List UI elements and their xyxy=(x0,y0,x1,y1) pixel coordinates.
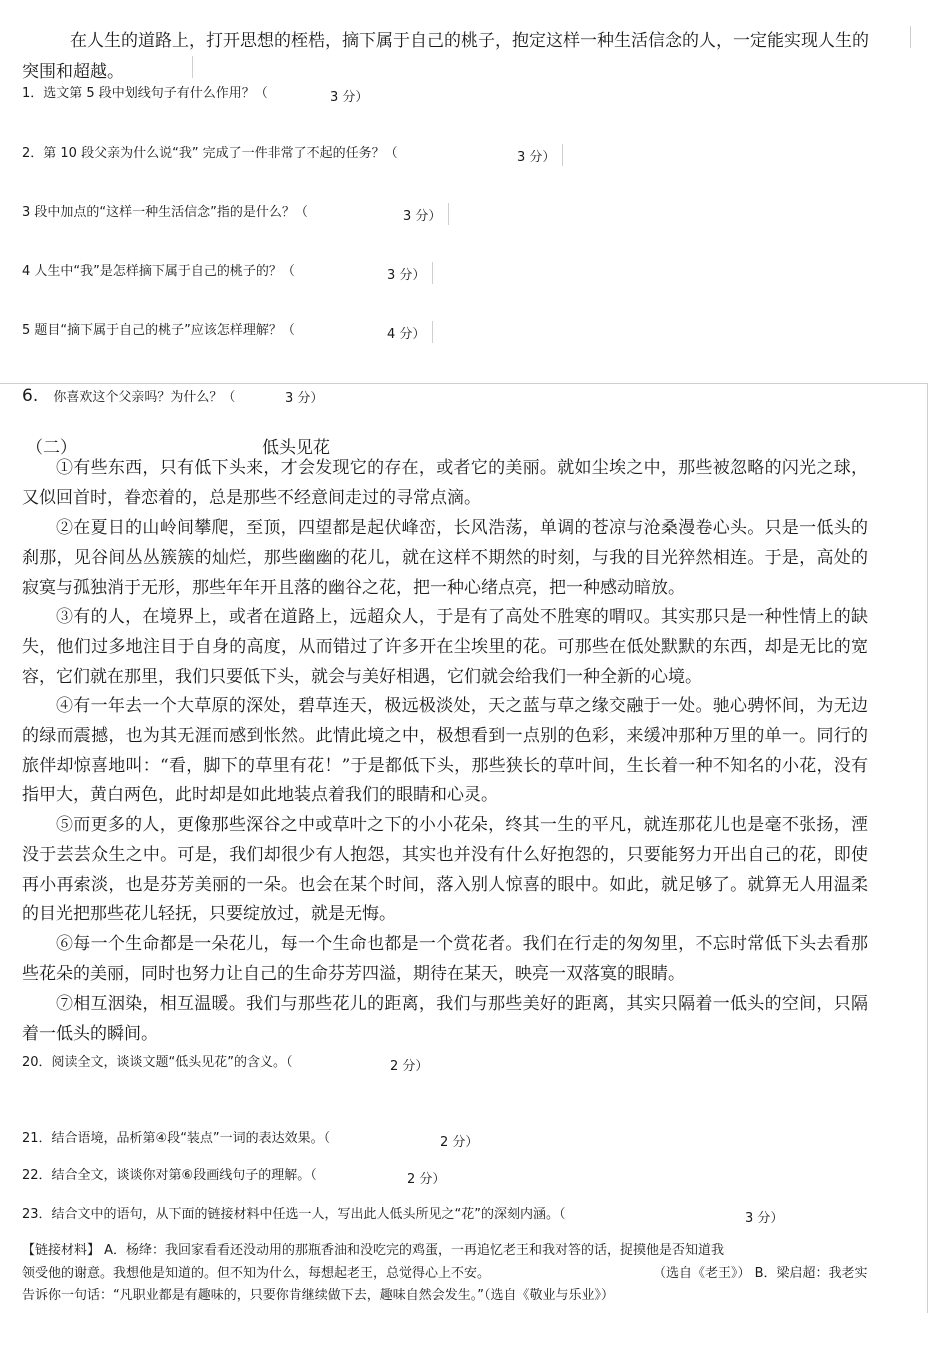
question-3-score: 3 分） xyxy=(403,209,442,224)
margin-bar xyxy=(562,144,563,166)
margin-bar xyxy=(910,26,911,48)
article-paragraph-3: ③有的人，在境界上，或者在道路上，远超众人，于是有了高处不胜寒的喟叹。其实那只是一种性情上的缺失，他们过多地注目于自身的高度，从而错过了许多开在尘埃里的花。可那些在低处默默的东西，却是无比的宽容，它们就在那里，我们只要低下头，就会与美好相遇，它们就会给我们一种全新的心境。 xyxy=(22,607,868,687)
link-material-line-3: 告诉你一句话：“凡职业都是有趣味的，只要你肯继续做下去，趣味自然会发生。”（选自《敬业与乐业》） xyxy=(22,1288,614,1303)
margin-bar xyxy=(432,321,433,343)
article-paragraph-7: ⑦相互洇染，相互温暖。我们与那些花儿的距离，我们与那些美好的距离，其实只隔着一低头的空间，只隔着一低头的瞬间。 xyxy=(22,994,868,1044)
link-material-line-2-source: （选自《老王》） B．梁启超：我老实 xyxy=(653,1266,868,1281)
page-right-border xyxy=(927,383,928,1313)
article-title: 低头见花 xyxy=(262,438,330,458)
question-1 xyxy=(22,86,268,102)
question-5-score: 4 分） xyxy=(387,327,426,342)
article-paragraph-5: ⑤而更多的人，更像那些深谷之中或草叶之下的小小花朵，终其一生的平凡，就连那花儿也是毫不张扬，湮没于芸芸众生之中。可是，我们却很少有人抱怨，其实也并没有什么好抱怨的，只要能努力开出自己的花，即使再小再索淡，也是芬芳美丽的一朵。也会在某个时间，落入别人惊喜的眼中。如此，就足够了。就算无人用温柔的目光把那些花儿轻抚，只要绽放过，就是无悔。 xyxy=(22,815,868,925)
question-6 xyxy=(22,386,235,406)
question-text: 2．第 10 段父亲为什么说“我” 完成了一件非常了不起的任务？（ xyxy=(22,146,398,161)
margin-bar xyxy=(432,262,433,284)
margin-bar xyxy=(192,56,193,78)
question-1-score: 3 分） xyxy=(330,90,369,105)
article-paragraph-1: ①有些东西，只有低下头来，才会发现它的存在，或者它的美丽。就如尘埃之中，那些被忽略的闪光之球，又似回首时，眷恋着的，总是那些不经意间走过的寻常点滴。 xyxy=(22,458,868,508)
question-22-score: 2 分） xyxy=(407,1172,446,1187)
section-divider xyxy=(0,383,928,384)
link-material-line-2: 领受他的谢意。我想他是知道的。但不知为什么，每想起老王，总觉得心上不安。 xyxy=(22,1266,491,1281)
question-20: 20．阅读全文，谈谈文题“低头见花”的含义。（ xyxy=(22,1055,293,1070)
question-6-score: 3 分） xyxy=(285,391,324,406)
question-text: 4 人生中“我”是怎样摘下属于自己的桃子的？（ xyxy=(22,264,295,279)
question-22: 22．结合全文，谈谈你对第⑥段画线句子的理解。（ xyxy=(22,1168,317,1183)
question-4 xyxy=(22,264,295,280)
article-paragraph-4: ④有一年去一个大草原的深处，碧草连天，极远极淡处，天之蓝与草之缘交融于一处。驰心骋怀间，为无边的绿而震撼，也为其无涯而感到怅然。此情此境之中，极想看到一点别的色彩，来缓冲那种万里的单一。同行的旅伴却惊喜地叫：“看，脚下的草里有花！”于是都低下头，那些狭长的草叶间，生长着一种不知名的小花，没有指甲大，黄白两色，此时却是如此地装点着我们的眼睛和心灵。 xyxy=(22,696,868,806)
question-5 xyxy=(22,323,295,339)
question-6-text: 你喜欢这个父亲吗？为什么？（ xyxy=(53,390,236,405)
article-paragraph-6: ⑥每一个生命都是一朵花儿，每一个生命也都是一个赏花者。我们在行走的匆匆里，不忘时常低下头去看那些花朵的美丽，同时也努力让自己的生命芬芳四溢，期待在某天，映亮一双落寞的眼睛。 xyxy=(22,934,868,984)
question-3 xyxy=(22,205,308,221)
question-20-score: 2 分） xyxy=(390,1059,429,1074)
article-paragraph-2: ②在夏日的山岭间攀爬，至顶，四望都是起伏峰峦，长风浩荡，单调的苍凉与沧桑漫卷心头。只是一低头的刹那，见谷间丛丛簇簇的灿烂，那些幽幽的花儿，就在这样不期然的时刻，与我的目光猝然相连。于是，高处的寂寞与孤独消于无形，那些年年开且落的幽谷之花，把一种心绪点亮，把一种感动暗放。 xyxy=(22,518,868,598)
question-text: 5 题目“摘下属于自己的桃子”应该怎样理解？（ xyxy=(22,323,295,338)
question-23-score: 3 分） xyxy=(745,1211,784,1226)
intro-paragraph: 在人生的道路上，打开思想的桎梏，摘下属于自己的桃子，抱定这样一种生活信念的人，一定能实现人生的突围和超越。 xyxy=(22,31,869,82)
question-23: 23．结合文中的语句，从下面的链接材料中任选一人，写出此人低头所见之“花”的深刻内涵。（ xyxy=(22,1207,566,1222)
question-text: 3 段中加点的“这样一种生活信念”指的是什么？（ xyxy=(22,205,308,220)
question-21: 21．结合语境，品析第④段“装点”一词的表达效果。（ xyxy=(22,1131,331,1146)
question-2-score: 3 分） xyxy=(517,150,556,165)
link-material-line-1: 【链接材料】 A．杨绛：我回家看看还没动用的那瓶香油和没吃完的鸡蛋，一再追忆老王和我对答的话，捉摸他是否知道我 xyxy=(22,1243,725,1258)
question-21-score: 2 分） xyxy=(440,1135,479,1150)
question-text: 1．选文第 5 段中划线句子有什么作用？（ xyxy=(22,86,268,101)
question-6-number: 6. xyxy=(22,386,39,406)
question-2 xyxy=(22,146,398,162)
section-number: （二） xyxy=(26,438,77,458)
margin-bar xyxy=(448,203,449,225)
question-4-score: 3 分） xyxy=(387,268,426,283)
